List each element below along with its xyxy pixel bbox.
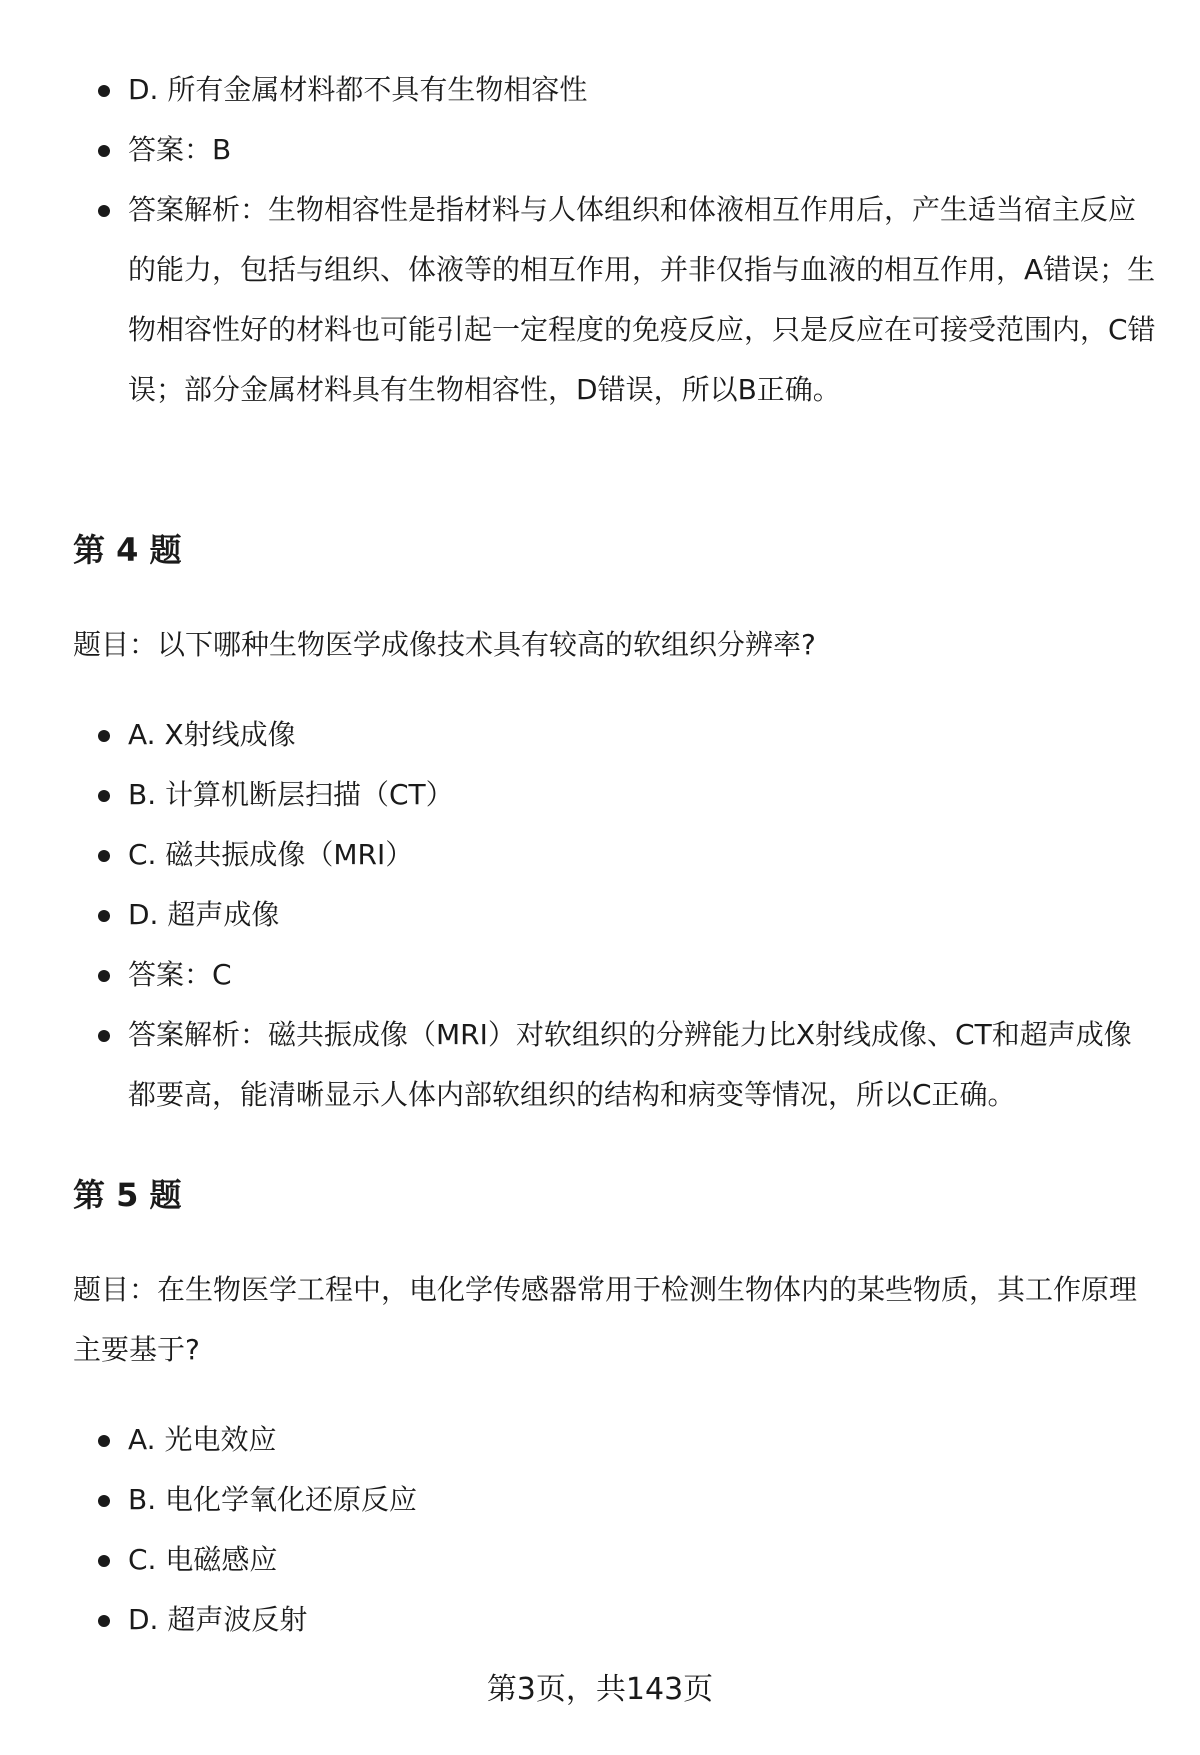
q3-list [73,60,1158,420]
question-4-text: 题目：以下哪种生物医学成像技术具有较高的软组织分辨率? [73,628,816,661]
answer-explanation: 答案解析：磁共振成像（MRI）对软组织的分辨能力比X射线成像、CT和超声成像都要高，能清晰显示人体内部软组织的结构和病变等情况，所以C正确。 [73,1005,1158,1125]
answer: 答案：B [73,120,1158,180]
question-5-text: 题目：在生物医学工程中，电化学传感器常用于检测生物体内的某些物质，其工作原理主要基于? [73,1273,1138,1366]
q4-options [73,705,1158,1125]
question-5-heading: 第 5 题 [73,1176,182,1214]
question-4-heading: 第 4 题 [73,531,182,569]
q3-continuation [73,60,1158,420]
q4-list [73,705,1158,1125]
option-b: B. 电化学氧化还原反应 [73,1470,1158,1530]
option-a: A. 光电效应 [73,1410,1158,1470]
answer-explanation: 答案解析：生物相容性是指材料与人体组织和体液相互作用后，产生适当宿主反应的能力，包括与组织、体液等的相互作用，并非仅指与血液的相互作用，A错误；生物相容性好的材料也可能引起一定程度的免疫反应，只是反应在可接受范围内，C错误；部分金属材料具有生物相容性，D错误，所以B正确。 [73,180,1158,420]
option-c: C. 磁共振成像（MRI） [73,825,1158,885]
option-d: D. 所有金属材料都不具有生物相容性 [73,60,1158,120]
option-d: D. 超声波反射 [73,1590,1158,1650]
q5-options [73,1410,1158,1650]
page-number: 第3页，共143页 [486,1672,714,1707]
answer: 答案：C [73,945,1158,1005]
option-c: C. 电磁感应 [73,1530,1158,1590]
option-a: A. X射线成像 [73,705,1158,765]
option-d: D. 超声成像 [73,885,1158,945]
option-b: B. 计算机断层扫描（CT） [73,765,1158,825]
q5-list [73,1410,1158,1650]
